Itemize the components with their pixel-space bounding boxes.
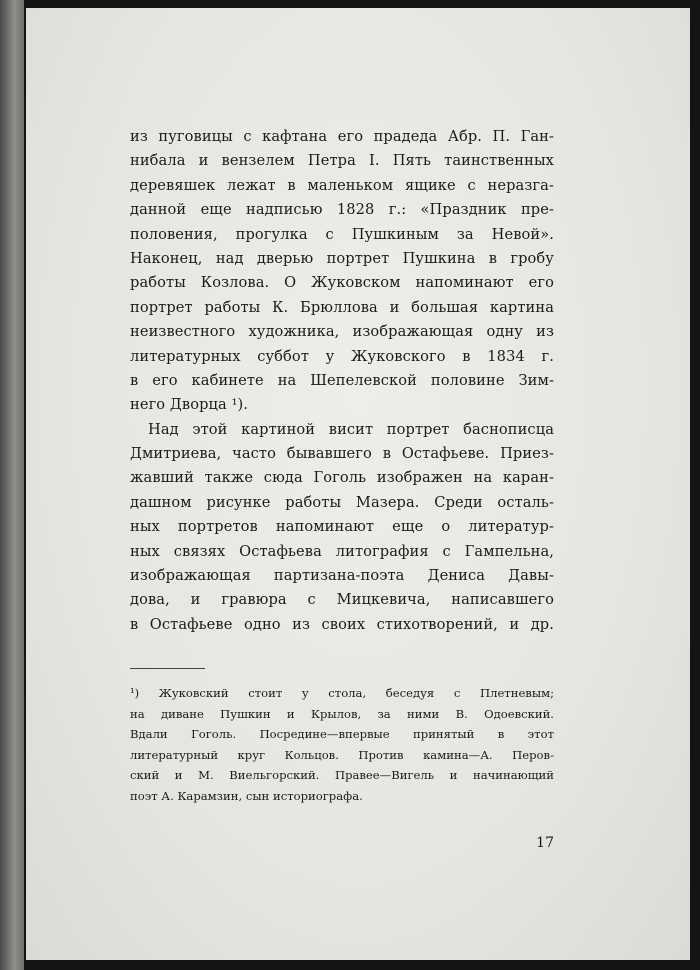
footnote-line: Вдали Гоголь. Посредине—впервые принятый в этот [130, 727, 554, 741]
footnote-line: поэт А. Карамзин, сын историографа. [130, 788, 363, 803]
text-line: дашном рисунке работы Мазера. Среди осталь- [130, 493, 554, 511]
text-line: Дмитриева, часто бывавшего в Остафьеве. Приез- [130, 445, 554, 463]
paragraph-first-line: Над этой картиной висит портрет баснописца [148, 420, 554, 438]
text-line: дова, и гравюра с Мицкевича, написавшего [130, 591, 554, 609]
footnote-line: ¹) Жуковский стоит у стола, беседуя с Плетневым; [130, 686, 554, 700]
text-line: жавший также сюда Гоголь изображен на каран- [130, 469, 554, 487]
text-line: деревяшек лежат в маленьком ящике с неразга- [130, 176, 554, 194]
text-line: данной еще надписью 1828 г.: «Праздник пре- [130, 201, 554, 219]
text-line: Наконец, над дверью портрет Пушкина в гробу [130, 249, 554, 267]
text-line: в Остафьеве одно из своих стихотворений, и др. [130, 615, 554, 633]
book-page [26, 8, 690, 960]
adjacent-page-edge [0, 0, 24, 970]
text-line: ных портретов напоминают еще о литератур- [130, 518, 554, 536]
text-line: в его кабинете на Шепелевской половине Зим- [130, 371, 554, 389]
main-text [130, 125, 554, 637]
footnote [130, 683, 554, 806]
text-line: нибала и вензелем Петра I. Пять таинственных [130, 152, 554, 170]
text-line: литературных суббот у Жуковского в 1834 г. [130, 347, 554, 365]
text-line: половения, прогулка с Пушкиным за Невой». [130, 225, 554, 243]
text-line: него Дворца ¹). [130, 396, 249, 414]
text-line: изображающая партизана-поэта Дениса Давы- [130, 567, 554, 585]
footnote-line: на диване Пушкин и Крылов, за ними В. Одоевский. [130, 706, 554, 721]
footnote-line: литературный круг Кольцов. Против камина—А. Перов- [130, 747, 554, 762]
footnote-separator [130, 668, 205, 669]
text-line: портрет работы К. Брюллова и большая картина [130, 298, 554, 316]
page-number: 17 [536, 835, 554, 851]
text-line: из пуговицы с кафтана его прадеда Абр. П. Ган- [130, 128, 554, 145]
text-line: работы Козлова. О Жуковском напоминают его [130, 274, 554, 292]
footnote-line: ский и М. Виельгорский. Правее—Вигель и начинающий [130, 768, 554, 782]
text-line: ных связях Остафьева литография с Гампельна, [130, 542, 554, 560]
text-line: неизвестного художника, изображающая одну из [130, 323, 554, 341]
